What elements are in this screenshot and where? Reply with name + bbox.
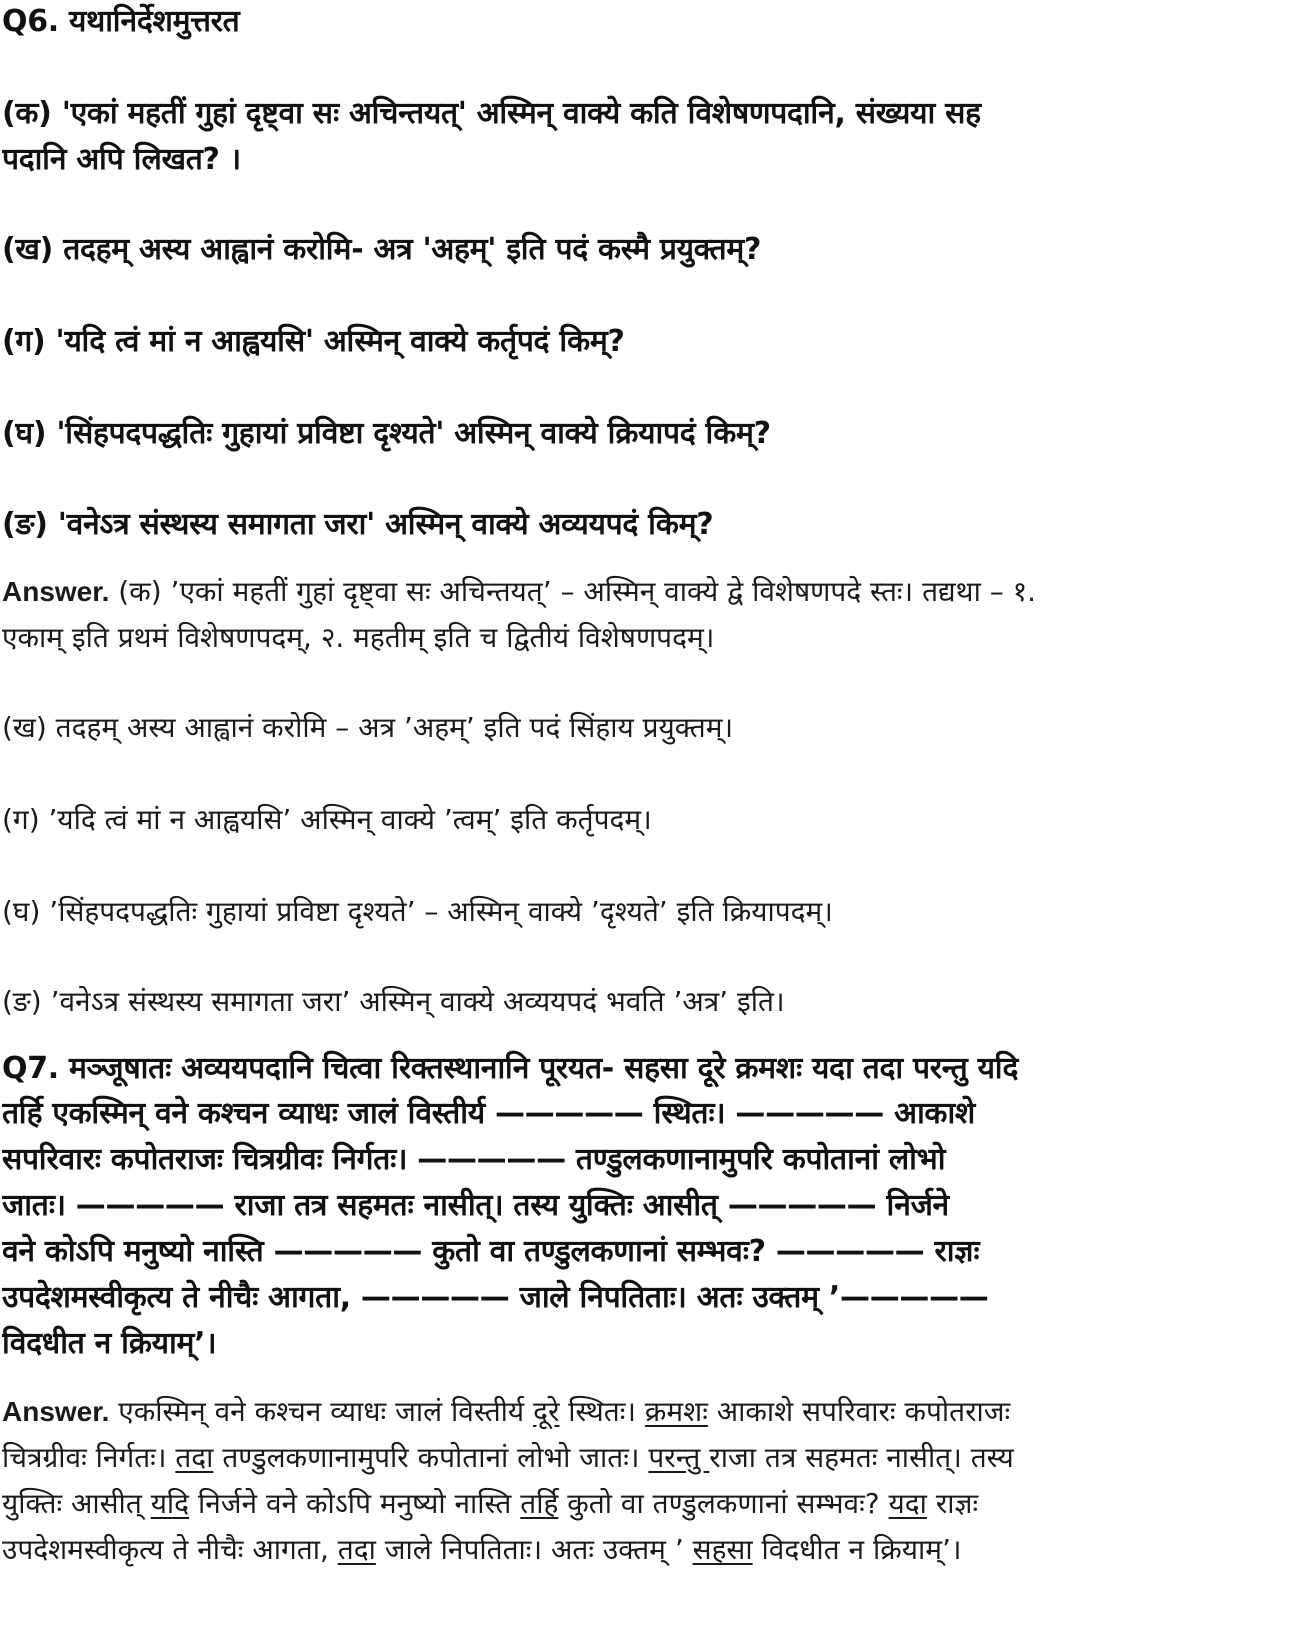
filled-answer: सहसा — [692, 1533, 753, 1566]
a6-kha: (ख) तदहम् अस्य आह्वानं करोमि – अत्र ’अहम्’ इति पदं सिंहाय प्रयुक्तम्। — [2, 711, 734, 744]
a7-line4 — [2, 1528, 1298, 1574]
q7-line4: जातः। ————— राजा तत्र सहमतः नासीत्। तस्य युक्तिः आसीत् ————— निर्जने — [2, 1188, 949, 1223]
q6-ka-line2: पदानि अपि लिखत? । — [2, 142, 241, 177]
a6-ka-line1 — [2, 570, 1298, 616]
q7-line3: सपरिवारः कपोतराजः चित्रग्रीवः निर्गतः। ————— तण्डुलकणानामुपरि कपोतानां लोभो — [2, 1142, 946, 1177]
a7-line2 — [2, 1436, 1298, 1482]
a7-text: एकस्मिन् वने कश्चन व्याधः जालं विस्तीर्य — [109, 1395, 534, 1428]
a6-ga: (ग) ’यदि त्वं मां न आह्वयसि’ अस्मिन् वाक्ये ’त्वम्’ इति कर्तृपदम्। — [2, 803, 652, 836]
a6-gha: (घ) ’सिंहपदपद्धतिः गुहायां प्रविष्टा दृश्यते’ – अस्मिन् वाक्ये ’दृश्यते’ इति क्रियापदम्। — [2, 895, 833, 928]
filled-answer: क्रमशः — [644, 1395, 708, 1428]
a7-text: राज्ञः — [926, 1487, 979, 1520]
q7-line1: Q7. मञ्जूषातः अव्ययपदानि चित्वा रिक्तस्थानानि पूरयत- सहसा दूरे क्रमशः यदा तदा परन्तु यदि — [2, 1051, 1019, 1086]
a7-text: राजा तत्र सहमतः नासीत्। तस्य — [709, 1441, 1014, 1474]
filled-answer: यदा — [888, 1487, 927, 1520]
a7-text: जाले निपतिताः। अतः उक्तम् ’ — [375, 1533, 693, 1566]
a6-ka-line2: एकाम् इति प्रथमं विशेषणपदम्, २. महतीम् इति च द्वितीयं विशेषणपदम्। — [2, 621, 715, 654]
filled-answer: तदा — [175, 1441, 214, 1474]
a7-text: आकाशे सपरिवारः कपोतराजः — [707, 1395, 1011, 1428]
q6-ga: (ग) 'यदि त्वं मां न आह्वयसि' अस्मिन् वाक्ये कर्तृपदं किम्? — [2, 324, 625, 359]
filled-answer: परन्तु — [648, 1441, 710, 1474]
a7-text: तण्डुलकणानामुपरि कपोतानां लोभो जातः। — [213, 1441, 649, 1474]
a7-text: स्थितः। — [559, 1395, 645, 1428]
answer-label: Answer. — [2, 576, 110, 607]
filled-answer: दूरे — [533, 1395, 560, 1428]
q6-kha: (ख) तदहम् अस्य आह्वानं करोमि- अत्र 'अहम्' इति पदं कस्मै प्रयुक्तम्? — [2, 232, 762, 267]
a7-line3 — [2, 1482, 1298, 1528]
q7-line6: उपदेशमस्वीकृत्य ते नीचैः आगता, ————— जाले निपतिताः। अतः उक्तम् ’————— — [2, 1280, 989, 1315]
filled-answer: तदा — [337, 1533, 376, 1566]
a7-text: चित्रग्रीवः निर्गतः। — [2, 1441, 176, 1474]
q6-ka-line1: (क) 'एकां महतीं गुहां दृष्ट्वा सः अचिन्तयत्' अस्मिन् वाक्ये कति विशेषणपदानि, संख्यया सह — [2, 96, 981, 131]
q7-line7: विदधीत न क्रियाम्’। — [2, 1326, 217, 1361]
filled-answer: तर्हि — [520, 1487, 559, 1520]
q7-line2: तर्हि एकस्मिन् वने कश्चन व्याधः जालं विस्तीर्य ————— स्थितः। ————— आकाशे — [2, 1096, 976, 1131]
a7-text: उपदेशमस्वीकृत्य ते नीचैः आगता, — [2, 1533, 338, 1566]
a6-nga: (ङ) ’वनेऽत्र संस्थस्य समागता जरा’ अस्मिन् वाक्ये अव्ययपदं भवति ’अत्र’ इति। — [2, 985, 785, 1018]
a7-line1 — [2, 1390, 1298, 1436]
a7-text: निर्जने वने कोऽपि मनुष्यो नास्ति — [189, 1487, 521, 1520]
q6-heading: Q6. यथानिर्देशमुत्तरत — [2, 4, 240, 39]
q6-nga: (ङ) 'वनेऽत्र संस्थस्य समागता जरा' अस्मिन् वाक्ये अव्ययपदं किम्? — [2, 507, 714, 542]
a6-ka-text: (क) ’एकां महतीं गुहां दृष्ट्वा सः अचिन्तयत्’ – अस्मिन् वाक्ये द्वे विशेषणपदे स्तः। तद्यथा – १. — [109, 575, 1037, 608]
a7-text: युक्तिः आसीत् — [2, 1487, 151, 1520]
a7-text: विदधीत न क्रियाम्’। — [752, 1533, 962, 1566]
q6-gha: (घ) 'सिंहपदपद्धतिः गुहायां प्रविष्टा दृश्यते' अस्मिन् वाक्ये क्रियापदं किम्? — [2, 416, 771, 451]
answer-label: Answer. — [2, 1396, 110, 1427]
q7-line5: वने कोऽपि मनुष्यो नास्ति ————— कुतो वा तण्डुलकणानां सम्भवः? ————— राज्ञः — [2, 1234, 980, 1269]
filled-answer: यदि — [150, 1487, 190, 1520]
a7-text: कुतो वा तण्डुलकणानां सम्भवः? — [558, 1487, 889, 1520]
